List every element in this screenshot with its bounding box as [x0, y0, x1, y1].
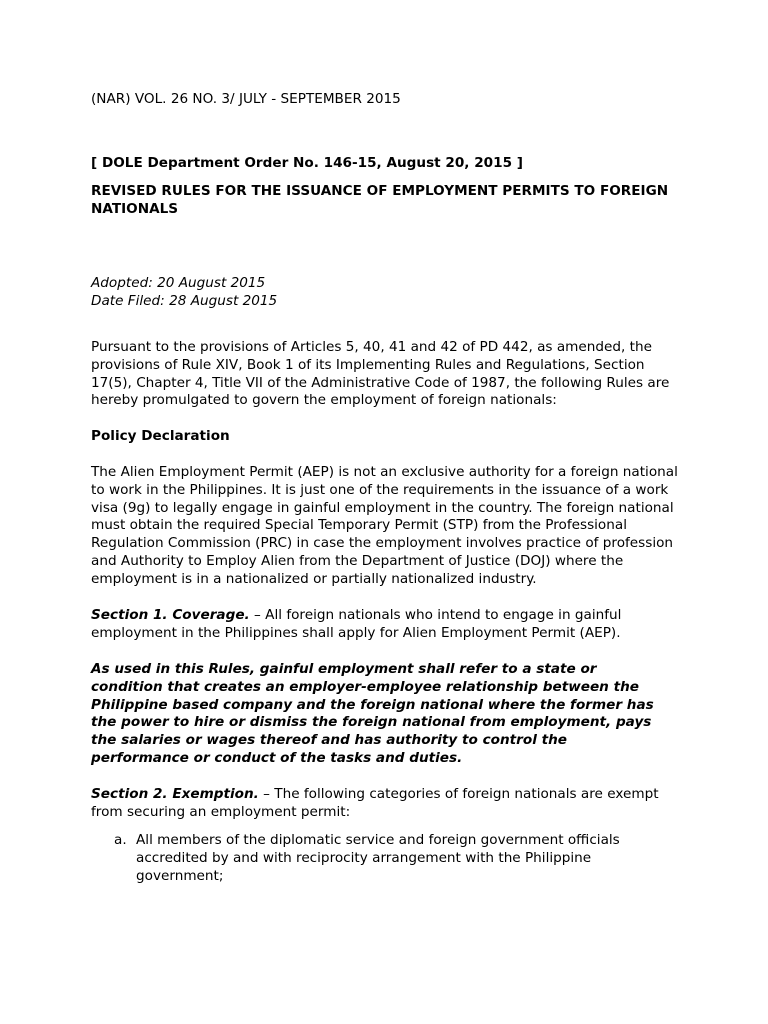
list-item-text: All members of the diplomatic service and foreign government officials accredited by and with reciprocity arrangement with the Philippine government; — [136, 832, 620, 884]
document-title: REVISED RULES FOR THE ISSUANCE OF EMPLOYMENT PERMITS TO FOREIGN NATIONALS — [91, 183, 669, 217]
section-2-heading: Section 2. Exemption. — [91, 786, 259, 802]
date-filed: Date Filed: 28 August 2015 — [91, 293, 278, 309]
policy-paragraph: The Alien Employment Permit (AEP) is not an exclusive authority for a foreign national to work in the Philippines. It is just one of the requirements in the issuance of a work visa (9g) to legally engage in gainful employment in the country. The foreign national must obtain the required Special Temporary Permit (STP) from the Professional Regulation Commission (PRC) in case the employment involves practice of profession and Authority to Employ Alien from the Department of Justice (DOJ) where the employment is in a nationalized or partially nationalized industry. — [91, 464, 678, 587]
journal-line: (NAR) VOL. 26 NO. 3/ JULY - SEPTEMBER 2015 — [91, 91, 401, 107]
section-1-heading: Section 1. Coverage. — [91, 607, 250, 623]
section-2-text: – The following categories of foreign nationals are exempt from securing an employment permit: — [91, 786, 659, 820]
section-1-text: – All foreign nationals who intend to engage in gainful employment in the Philippines shall apply for Alien Employment Permit (AEP). — [91, 607, 622, 641]
policy-heading: Policy Declaration — [91, 428, 230, 444]
adopted-date: Adopted: 20 August 2015 — [91, 275, 266, 291]
preamble-paragraph: Pursuant to the provisions of Articles 5, 40, 41 and 42 of PD 442, as amended, the provisions of Rule XIV, Book 1 of its Implementing Rules and Regulations, Section 17(5), Chapter 4, Title VII of the Administrative Code of 1987, the following Rules are hereby promulgated to govern the employment of foreign nationals: — [91, 339, 670, 409]
section-2-paragraph — [91, 786, 681, 822]
gainful-employment-definition: As used in this Rules, gainful employment shall refer to a state or condition that creates an employer-employee relationship between the Philippine based company and the foreign national where the former has the power to hire or dismiss the foreign national from employment, pays the salaries or wages thereof and has authority to control the performance or conduct of the tasks and duties. — [91, 661, 654, 766]
list-marker: a. — [114, 832, 127, 848]
order-heading: [ DOLE Department Order No. 146-15, August 20, 2015 ] — [91, 155, 523, 171]
section-1-paragraph — [91, 607, 651, 643]
